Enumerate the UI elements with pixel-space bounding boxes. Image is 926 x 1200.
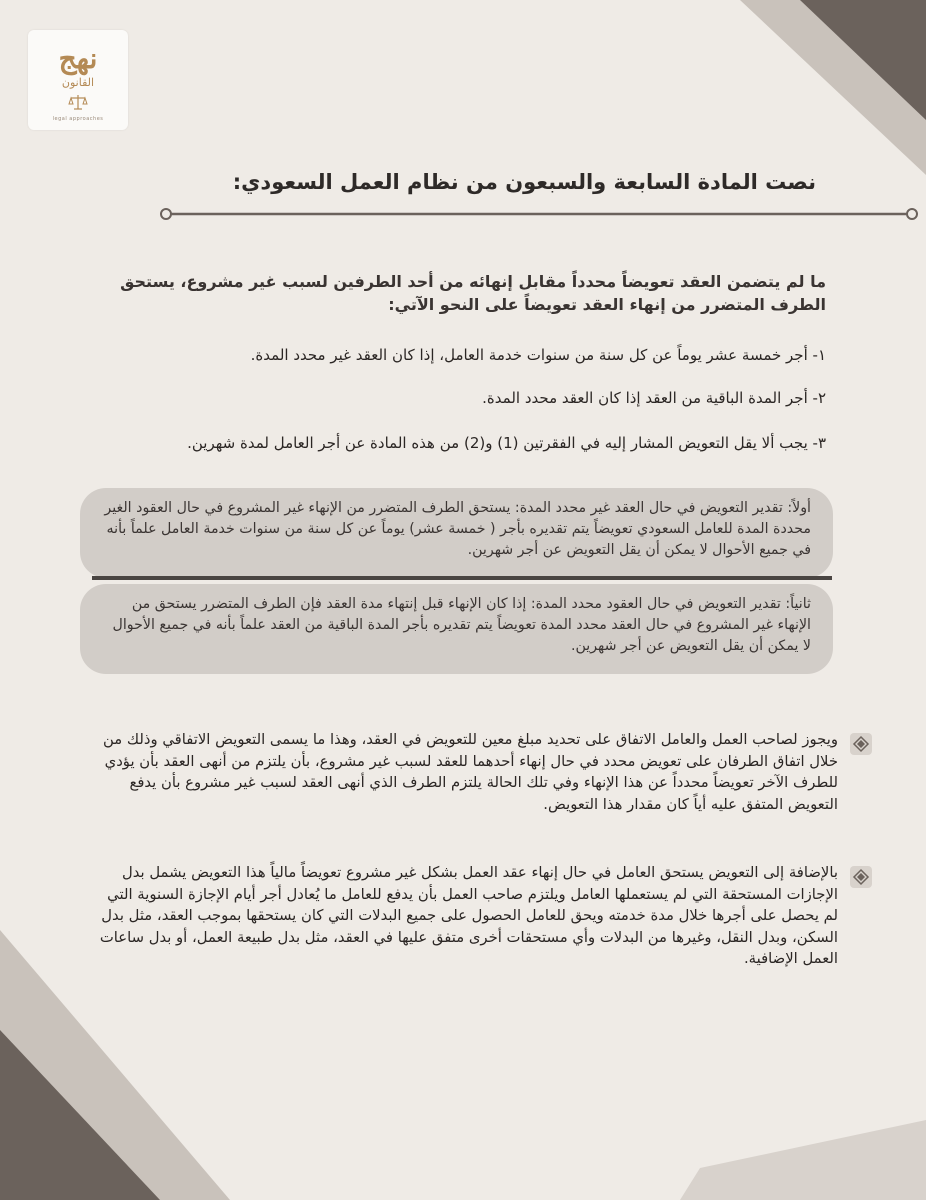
diamond-bullet-icon <box>846 862 876 892</box>
logo <box>28 30 128 130</box>
scales-icon <box>68 92 88 112</box>
article-item-1: ١- أجر خمسة عشر يوماً عن كل سنة من سنوات خدمة العامل، إذا كان العقد غير محدد المدة. <box>250 346 826 364</box>
article-item-2: ٢- أجر المدة الباقية من العقد إذا كان العقد محدد المدة. <box>482 389 826 407</box>
diamond-bullet-icon <box>846 729 876 759</box>
paragraph-additional-entitlements: بالإضافة إلى التعويض يستحق العامل في حال إنهاء عقد العمل بشكل غير مشروع تعويضاً مالياً هذا التعويض يشمل بدل الإجازات المستحقة التي لم يستعملها العامل ويلتزم صاحب العمل بأن يدفع للعامل ما يُعادل أجر أيام الإجازة السنوية التي لم يحصل على أجرها خلال مدة خدمته ويحق للعامل الحصول على جميع البدلات التي كان يستحقها بموجب العقد، مثل بدل السكن، وبدل النقل، وغيرها من البدلات وأي مستحقات أخرى متفق عليها في العقد، مثل بدل طبيعة العمل، أو بدل ساعات العمل الإضافية. <box>99 864 838 967</box>
logo-name: نهج <box>58 42 98 75</box>
article-intro: ما لم يتضمن العقد تعويضاً محدداً مقابل إنهائه من أحد الطرفين لسبب غير مشروع، يستحق الطرف المتضرر من إنهاء العقد تعويضاً على النحو الآتي: <box>120 272 826 314</box>
page-heading: نصت المادة السابعة والسبعون من نظام العمل السعودي: <box>232 170 816 194</box>
explanation-box-first: أولاً: تقدير التعويض في حال العقد غير محدد المدة: يستحق الطرف المتضرر من الإنهاء غير المشروع في حال العقود الغير محددة المدة للعامل السعودي تعويضاً يتم تقديره بأجر ( خمسة عشر) يوماً عن كل سنة من سنوات خدمة العامل علماً بأنه في جميع الأحوال لا يمكن أن يقل التعويض عن أجر شهرين. <box>80 488 833 578</box>
article-item-3: ٣- يجب ألا يقل التعويض المشار إليه في الفقرتين (1) و(2) من هذه المادة عن أجر العامل لمدة شهرين. <box>187 434 826 452</box>
heading-divider <box>158 206 926 222</box>
box-separator <box>92 576 832 580</box>
logo-english: legal approaches <box>52 116 104 122</box>
explanation-box-second: ثانياً: تقدير التعويض في حال العقود محدد المدة: إذا كان الإنهاء قبل إنتهاء مدة العقد فإن الطرف المتضرر يستحق من الإنهاء غير المشروع في حال العقد محدد المدة تعويضاً يتم تقديره بأجر المدة الباقية من العقد علماً بأنه في جميع الأحوال لا يمكن أن يقل التعويض عن أجر شهرين. <box>80 584 833 674</box>
logo-subtitle: القانون <box>61 76 95 89</box>
paragraph-agreed-compensation: ويجوز لصاحب العمل والعامل الاتفاق على تحديد مبلغ معين للتعويض في العقد، وهذا ما يسمى التعويض الاتفاقي وذلك من خلال اتفاق الطرفان على تعويض محدد في حال إنهاء أحدهما للعقد لسبب غير مشروع، بأن يلتزم من أنهى العقد بأن يؤدي للطرف الآخر تعويضاً محدداً عن هذا الإنهاء وفي تلك الحالة يلتزم الطرف الذي أنهى العقد لسبب غير مشروع بأن يدفع التعويض المتفق عليه أياً كان مقدار هذا التعويض. <box>103 731 838 813</box>
